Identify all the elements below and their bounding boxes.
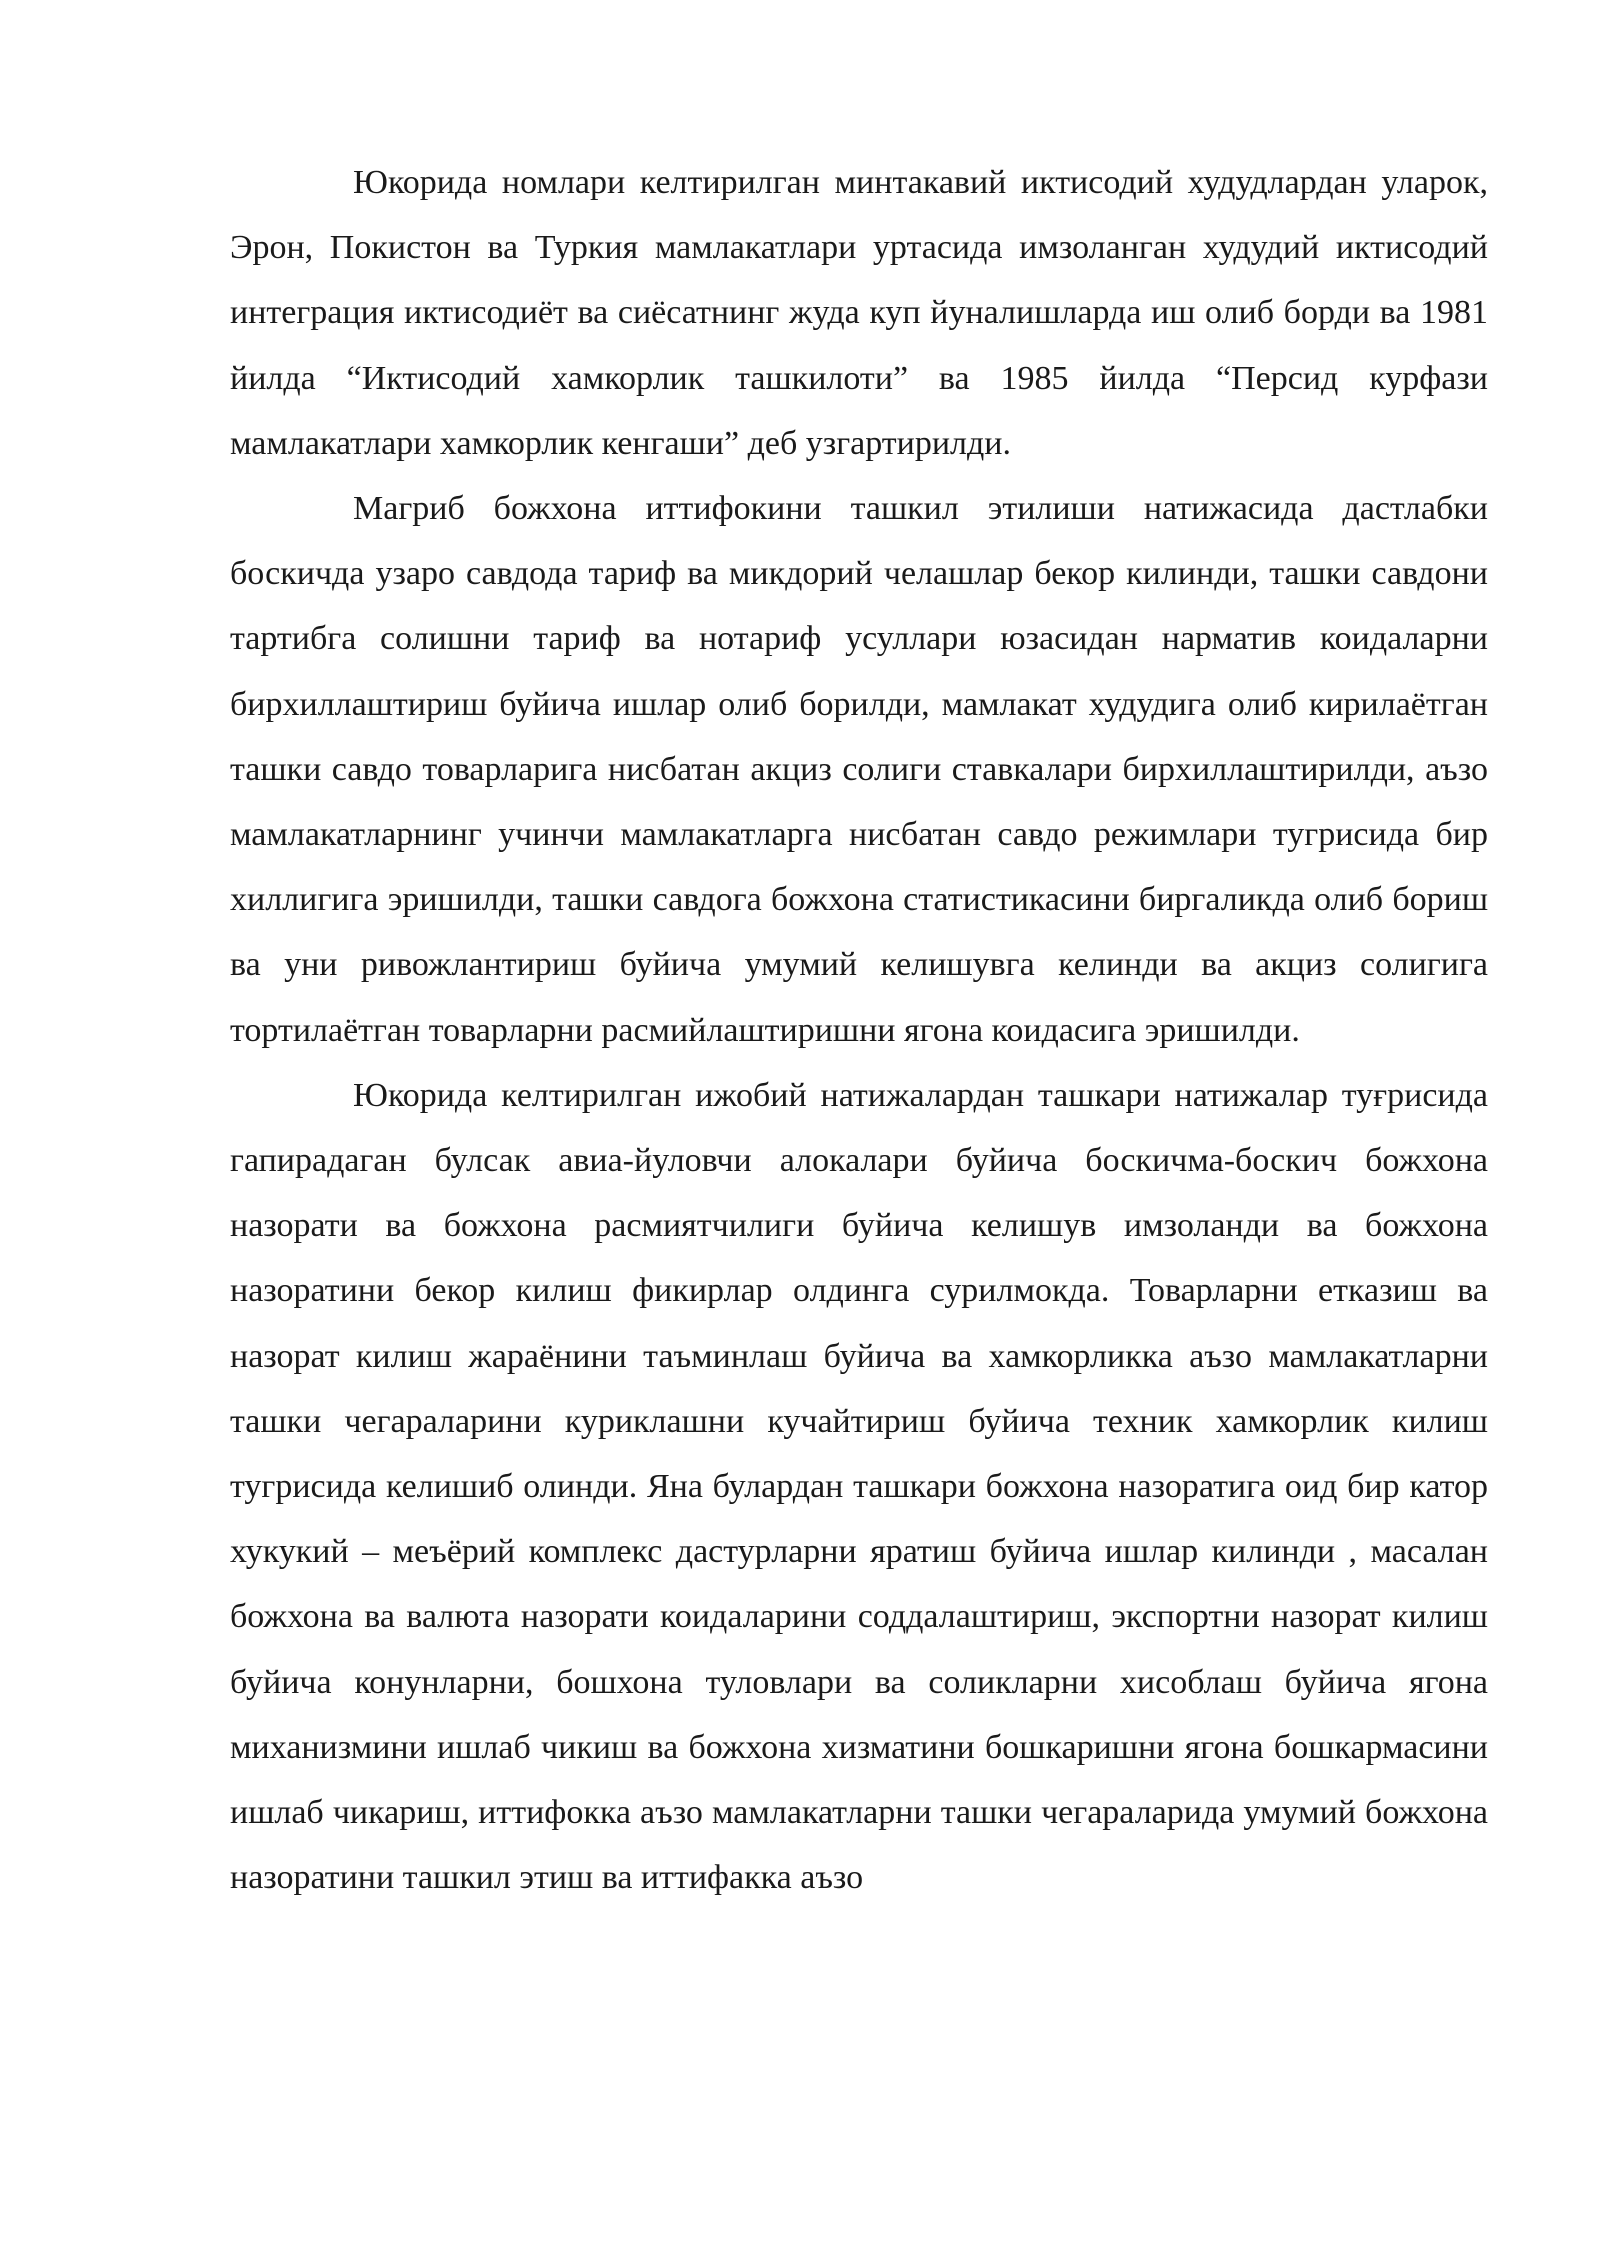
- paragraph-maghreb-customs-union: Магриб божхона иттифокини ташкил этилиши натижасида дастлабки боскичда узаро савдода тариф ва микдорий челашлар бекор килинди, ташки савдони тартибга солишни тариф ва нотариф усуллари юзасидан нарматив коидаларни бирхиллаштириш буйича ишлар олиб борилди, мамлакат худудига олиб кирилаётган ташки савдо товарларига нисбатан акциз солиги ставкалари бирхиллаштирилди, аъзо мамлакатларнинг учинчи мамлакатларга нисбатан савдо режимлари тугрисида бир хиллигига эришилди, ташки савдога божхона статистикасини биргаликда олиб бориш ва уни ривожлантириш буйича умумий келишувга келинди ва акциз солигига тортилаётган товарларни расмийлаштиришни ягона коидасига эришилди.: [230, 490, 1488, 1049]
- paragraph-regional-zones: Юкорида номлари келтирилган минтакавий иктисодий худудлардан уларок, Эрон, Покистон ва Туркия мамлакатлари уртасида имзоланган худудий иктисодий интеграция иктисодиёт ва сиёсатнинг жуда куп йуналишларда иш олиб борди ва 1981 йилда “Иктисодий хамкорлик ташкилоти” ва 1985 йилда “Персид курфази мамлакатлари хамкорлик кенгаши” деб узгартирилди.: [230, 164, 1488, 462]
- paragraph-positive-results: Юкорида келтирилган ижобий натижалардан ташкари натижалар туғрисида гапирадаган булсак авиа-йуловчи алокалари буйича боскичма-боскич божхона назорати ва божхона расмиятчилиги буйича келишув имзоланди ва божхона назоратини бекор килиш фикирлар олдинга сурилмокда. Товарларни етказиш ва назорат килиш жараёнини таъминлаш буйича ва хамкорликка аъзо мамлакатларни ташки чегараларини куриклашни кучайтириш буйича техник хамкорлик килиш тугрисида келишиб олинди. Яна булардан ташкари божхона назоратига оид бир катор хукукий – меъёрий комплекс дастурларни яратиш буйича ишлар килинди , масалан божхона ва валюта назорати коидаларини соддалаштириш, экспортни назорат килиш буйича конунларни, бошхона туловлари ва соликларни хисоблаш буйича ягона миханизмини ишлаб чикиш ва божхона хизматини бошкаришни ягона бошкармасини ишлаб чикариш, иттифокка аъзо мамлакатларни ташки чегараларида умумий божхона назоратини ташкил этиш ва иттифакка аъзо: [230, 1076, 1488, 1897]
- document-page: [230, 150, 1488, 1910]
